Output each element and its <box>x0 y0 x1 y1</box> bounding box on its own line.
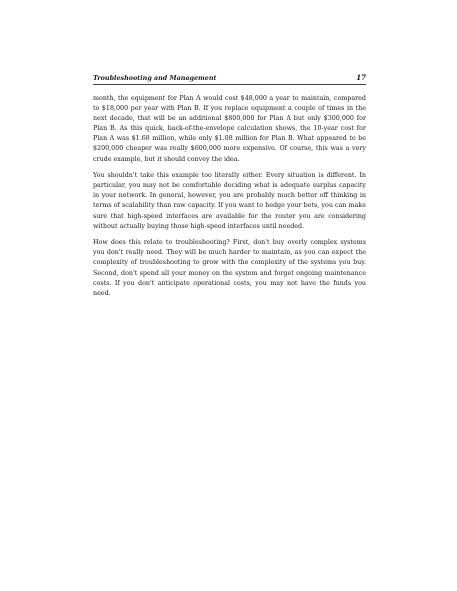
body-text <box>93 94 366 305</box>
running-header <box>93 74 366 85</box>
page-number: 17 <box>356 73 366 82</box>
running-header-title: Troubleshooting and Management <box>93 74 217 82</box>
paragraph: How does this relate to troubleshooting? First, don't buy overly complex systems you don't really need. They will be much harder to maintain, as you can expect the complexity of troubleshooting to grow with the complexity of the systems you buy. Second, don't spend all your money on the system and forget ongoing maintenance costs. If you don't anticipate operational costs, you may not have the funds you need. <box>93 239 366 297</box>
paragraph: You shouldn't take this example too literally either. Every situation is different. In particular, you may not be comfortable deciding what is adequate surplus capacity in your network. In general, however, you are probably much better off thinking in terms of scalability than raw capacity. If you want to hedge your bets, you can make sure that high-speed interfaces are available for the router you are considering without actually buying those high-speed interfaces until needed. <box>93 172 366 230</box>
paragraph: month, the equipment for Plan A would cost $48,000 a year to maintain, compared to $18,000 per year with Plan B. If you replace equipment a couple of times in the next decade, that will be an additional $800,000 for Plan A but only $300,000 for Plan B. As this quick, back-of-the-envelope calculation shows, the 10-year cost for Plan A was $1.68 million, while only $1.08 million for Plan B. What appeared to be $200,000 cheaper was really $600,000 more expensive. Of course, this was a very crude example, but it should convey the idea. <box>93 95 366 163</box>
